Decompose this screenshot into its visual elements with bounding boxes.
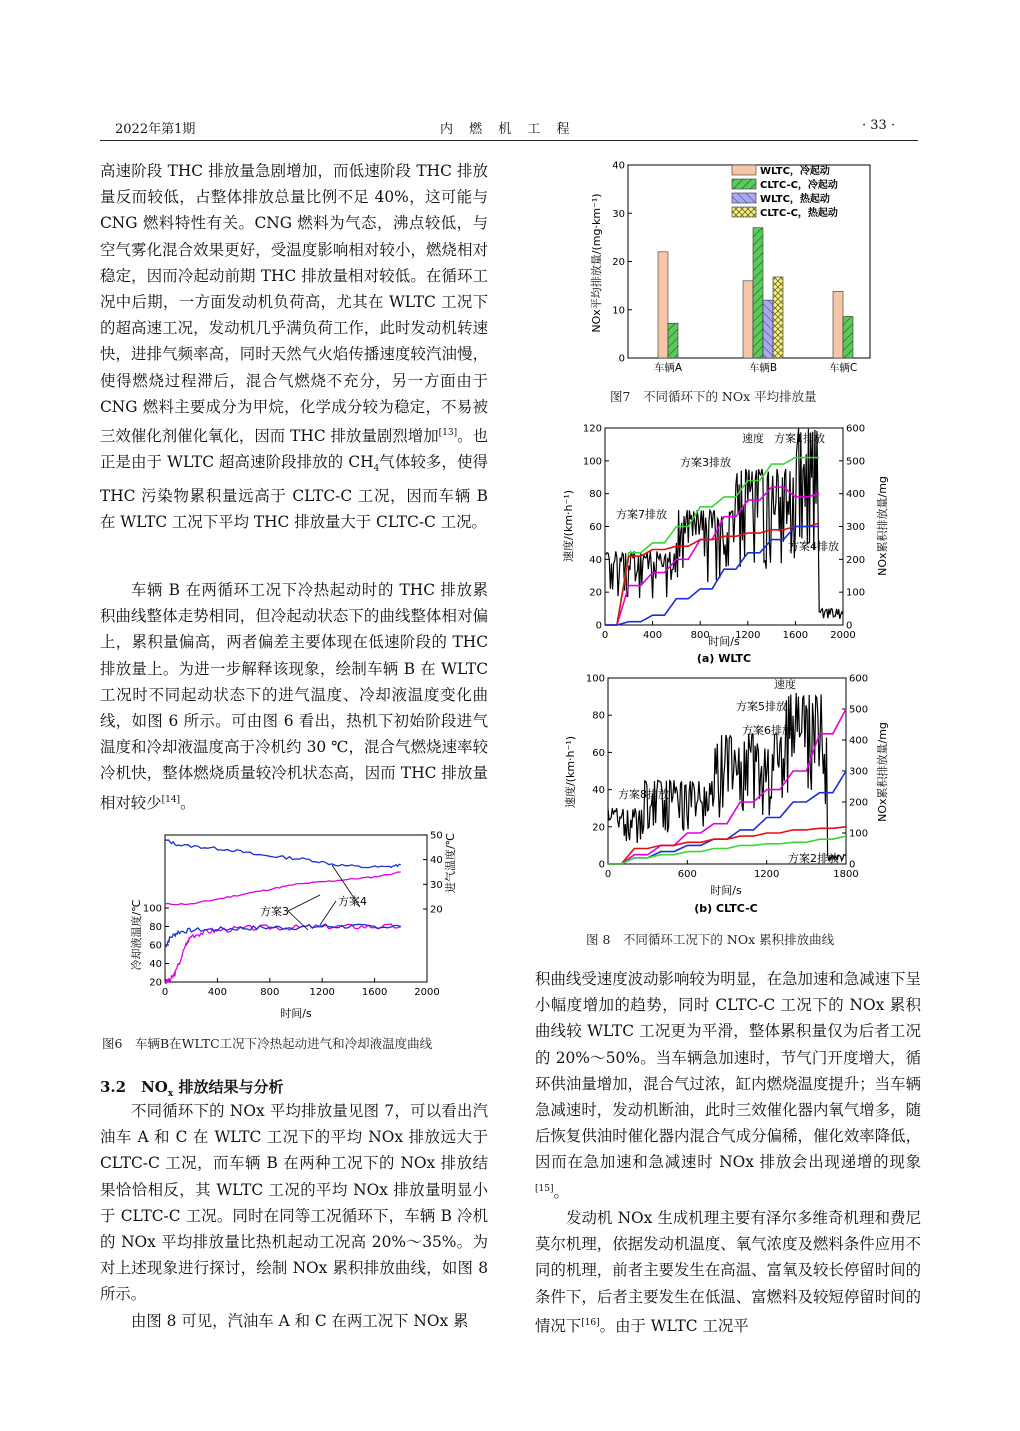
- page-number: · 33 ·: [862, 118, 896, 133]
- fig7-ytick-label: 30: [612, 208, 625, 220]
- fig6-xtick-label: 400: [207, 987, 227, 998]
- fig7-legend-label: WLTC，热起动: [760, 194, 830, 205]
- fig7-legend-swatch: [732, 193, 756, 203]
- fig8a-ytick-label: 100: [582, 456, 602, 468]
- fig6-ylabel-right: 进气温度/℃: [444, 832, 457, 894]
- fig8a-title: (a) WLTC: [696, 652, 752, 665]
- journal-issue: 2022年第1期: [115, 122, 196, 137]
- fig8b-ytick-label: 500: [849, 704, 869, 716]
- fig8a-ytick-label: 300: [846, 522, 866, 533]
- fig8a-label-fangan1: 方案1排放: [774, 432, 825, 445]
- fig7-category-label: 车辆A: [653, 362, 683, 374]
- paragraph-5: 积曲线受速度波动影响较为明显，在急加速和急减速下呈小幅度增加的趋势，同时 CLTC-C 工况下的 NOx 累积曲线较 WLTC 工况更为平滑，整体累积量仅为后者工况的 20%～50%。当车辆急加速时，节气门开度增大，循环供油量增加，混合气过浓，缸内燃烧温度提升；当车辆急减速时，发动机断油，此时三效催化器内氧气增多，随后恢复供油时催化器内混合气成分偏稀，催化效率降低，因而在急加速和急减速时 NOx 排放会出现递增的现象[15]。: [535, 970, 921, 1201]
- fig8a-ylabel-left: 速度/(km·h⁻¹): [562, 489, 575, 563]
- fig8a-ytick-label: 100: [846, 587, 866, 599]
- fig6-ytick-left-label: 20: [149, 977, 162, 989]
- fig7-bar: [743, 281, 753, 358]
- fig8b-label-fangan6: 方案6排放: [742, 724, 793, 737]
- fig8a-label-fangan3: 方案3排放: [680, 456, 731, 469]
- fig8b-xtick-label: 0: [604, 869, 612, 880]
- header-rule: [100, 140, 918, 141]
- fig7-legend-swatch: [732, 179, 756, 189]
- fig8b-ylabel-right: NOx累积排放量/mg: [876, 722, 889, 822]
- fig8a-xtick-label: 1600: [782, 630, 809, 641]
- fig7-ylabel: NOx平均排放量/(mg·km⁻¹): [590, 193, 603, 333]
- fig6-ytick-right-label: 30: [430, 879, 443, 891]
- fig8a-ytick-label: 120: [582, 423, 602, 435]
- fig6-series-fangan4-intake: [165, 839, 401, 867]
- fig7-ytick-label: 40: [612, 160, 625, 172]
- fig7-legend-label: CLTC-C，热起动: [760, 208, 838, 219]
- fig6-ytick-left-label: 60: [149, 940, 162, 952]
- fig6-xtick-label: 0: [161, 987, 169, 998]
- fig8a-ytick-label: 60: [589, 522, 602, 533]
- fig8a-xtick-label: 0: [601, 630, 609, 641]
- fig8b-label-speed: 速度: [774, 678, 796, 691]
- fig8b-ytick-label: 80: [592, 710, 605, 722]
- fig6-ytick-left-label: 40: [149, 959, 162, 970]
- fig8b-xlabel: 时间/s: [710, 884, 742, 897]
- fig6-xlabel: 时间/s: [280, 1007, 312, 1020]
- fig7-category-label: 车辆B: [748, 362, 778, 374]
- fig6-label-b: 方案4: [338, 895, 367, 908]
- paragraph-4: 由图 8 可见，汽油车 A 和 C 在两工况下 NOx 累: [131, 1312, 469, 1330]
- figure-7-chart: [580, 155, 880, 375]
- fig6-xtick-label: 800: [260, 987, 280, 998]
- fig8a-label-speed: 速度: [742, 432, 764, 445]
- fig8b-xtick-label: 1200: [753, 869, 780, 880]
- fig8b-ytick-label: 400: [849, 735, 869, 747]
- paragraph-6: 发动机 NOx 生成机理主要有泽尔多维奇机理和费尼莫尔机理，依据发动机温度、氧气浓度及燃料条件应用不同的机理，前者主要发生在高温、富氧及较长停留时间的条件下，后者主要发生在低温、富燃料及较短停留时间的情况下[16]。由于 WLTC 工况平: [535, 1209, 921, 1335]
- fig7-bar: [658, 252, 668, 358]
- fig8a-xtick-label: 1200: [735, 630, 761, 641]
- fig7-bar: [773, 277, 783, 358]
- fig8a-ytick-label: 400: [846, 489, 866, 501]
- fig8b-ytick-label: 100: [585, 673, 605, 685]
- fig7-legend-swatch: [732, 207, 756, 217]
- fig8b-label-fangan2: 方案2排放: [788, 852, 839, 865]
- figure-8b-chart: [560, 672, 900, 922]
- fig6-ytick-right-label: 20: [430, 904, 443, 916]
- figure-6-chart: [120, 825, 465, 1025]
- fig8a-ytick-label: 0: [846, 620, 853, 632]
- fig8a-ytick-label: 0: [595, 620, 602, 632]
- fig6-ytick-right-label: 40: [430, 855, 443, 867]
- fig7-ytick-label: 0: [618, 353, 625, 365]
- fig8a-ytick-label: 500: [846, 456, 866, 468]
- paragraph-2: 车辆 B 在两循环工况下冷热起动时的 THC 排放累积曲线整体走势相同，但冷起动状态下的曲线整体相对偏上，累积量偏高，两者偏差主要体现在低速阶段的 THC 排放量上。为进一步解释该现象，绘制车辆 B 在 WLTC 工况时不同起动状态下的进气温度、冷却液温度变化曲线，如图 6 所示。可由图 6 看出，热机下初始阶段进气温度和冷却液温度高于冷机约 30 ℃，混合气燃烧速率较冷机快，整体燃烧质量较冷机状态高，因而 THC 排放量相对较少[14]。: [100, 581, 488, 812]
- paragraph-1: 高速阶段 THC 排放量急剧增加，而低速阶段 THC 排放量反而较低，占整体排放总量比例不足 40%，这可能与 CNG 燃料特性有关。CNG 燃料为气态，沸点较低，与空气雾化混合效果更好，受温度影响相对较小，燃烧相对稳定，因而冷起动前期 THC 排放量相对较低。在循环工况中后期，一方面发动机负荷高，尤其在 WLTC 工况下的超高速工况，发动机几乎满负荷工作，此时发动机转速快，进排气频率高，同时天然气火焰传播速度较汽油慢，使得燃烧过程滞后，混合气燃烧不充分，另一方面由于 CNG 燃料主要成分为甲烷，化学成分较为稳定，不易被三效催化剂催化氧化，因而 THC 排放量剧烈增加[13]。也正是由于 WLTC 超高速阶段排放的 $CH_4$气体较多，使得 THC 污染物累积量远高于 CLTC-C 工况，因而车辆 B 在 WLTC 工况下平均 THC 排放量大于 CLTC-C 工况。: [100, 162, 488, 531]
- fig7-ytick-label: 10: [612, 305, 625, 317]
- fig8b-series-speed: [608, 693, 846, 861]
- fig8b-ytick-label: 0: [598, 859, 605, 871]
- figure-6-caption: 图6 车辆B在WLTC工况下冷热起动进气和冷却液温度曲线: [102, 1036, 433, 1051]
- fig8a-ytick-label: 40: [589, 554, 602, 566]
- fig7-bar: [833, 291, 843, 358]
- fig8b-ytick-label: 60: [592, 747, 605, 759]
- fig6-ytick-right-label: 50: [430, 830, 443, 842]
- fig8b-label-fangan5: 方案5排放: [736, 700, 787, 713]
- fig8b-title: (b) CLTC-C: [694, 902, 758, 915]
- fig7-legend-swatch: [732, 165, 756, 175]
- fig8b-ytick-label: 40: [592, 785, 605, 797]
- fig8b-ytick-label: 300: [849, 766, 869, 778]
- fig8a-xtick-label: 2000: [830, 630, 856, 641]
- fig7-bar: [763, 300, 773, 358]
- fig8b-xtick-label: 600: [677, 869, 697, 880]
- fig8a-ylabel-right: NOx累积排放量/mg: [876, 476, 889, 576]
- fig7-bar: [843, 317, 853, 358]
- fig7-legend-label: WLTC，冷起动: [760, 166, 830, 177]
- fig8a-xtick-label: 800: [690, 630, 710, 641]
- fig8a-xtick-label: 400: [643, 630, 663, 641]
- fig6-xtick-label: 1600: [361, 987, 388, 998]
- fig7-category-label: 车辆C: [828, 362, 858, 374]
- fig8a-ytick-label: 80: [589, 489, 602, 501]
- fig7-bar: [668, 323, 678, 358]
- fig8b-ytick-label: 200: [849, 797, 869, 809]
- figure-8a-chart: [560, 420, 900, 670]
- paragraph-3: 不同循环下的 NOx 平均排放量见图 7，可以看出汽油车 A 和 C 在 WLTC 工况下的平均 NOx 排放远大于 CLTC-C 工况，而车辆 B 在两种工况下的 NOx 排放结果恰恰相反，其 WLTC 工况的平均 NOx 排放量明显小于 CLTC-C 工况。同时在同等工况循环下，车辆 B 冷机的 NOx 平均排放量比热机起动工况高 20%～35%。为对上述现象进行探讨，绘制 NOx 累积排放曲线，如图 8 所示。: [100, 1102, 488, 1304]
- fig8a-ytick-label: 20: [589, 587, 602, 599]
- fig8b-ytick-label: 100: [849, 828, 869, 840]
- fig8a-ytick-label: 200: [846, 554, 866, 566]
- fig8b-ylabel-left: 速度/(km·h⁻¹): [564, 735, 577, 809]
- fig6-xtick-label: 1200: [309, 987, 335, 998]
- figure-8-caption: 图 8 不同循环工况下的 NOx 累积排放曲线: [586, 932, 835, 947]
- fig6-ytick-left-label: 80: [149, 922, 162, 933]
- fig8b-ytick-label: 20: [592, 822, 605, 834]
- section-heading: 3.2 $NO_x$ 排放结果与分析: [100, 1078, 284, 1099]
- fig8a-ytick-label: 600: [846, 423, 866, 435]
- fig6-ylabel-left: 冷却液温度/℃: [130, 899, 143, 971]
- fig8b-label-fangan8: 方案8排放: [618, 788, 669, 801]
- fig8b-ytick-label: 0: [849, 859, 856, 871]
- fig7-bar: [753, 228, 763, 358]
- fig8b-ytick-label: 600: [849, 673, 869, 685]
- fig8a-label-fangan4: 方案4排放: [788, 540, 839, 553]
- fig8a-label-fangan7: 方案7排放: [616, 508, 667, 521]
- journal-title: 内 燃 机 工 程: [440, 122, 576, 137]
- fig8a-xlabel: 时间/s: [708, 635, 740, 648]
- fig6-xtick-label: 2000: [414, 987, 440, 998]
- fig7-legend-label: CLTC-C，冷起动: [760, 180, 838, 191]
- fig8b-xtick-label: 1800: [833, 869, 859, 880]
- fig6-series-fangan3-coolant: [165, 924, 401, 983]
- fig6-plot-frame: [165, 835, 427, 982]
- fig6-ytick-left-label: 100: [142, 903, 162, 915]
- fig6-label-a: 方案3: [260, 905, 289, 918]
- fig7-ytick-label: 20: [612, 257, 625, 268]
- figure-7-caption: 图7 不同循环下的 NOx 平均排放量: [610, 389, 817, 404]
